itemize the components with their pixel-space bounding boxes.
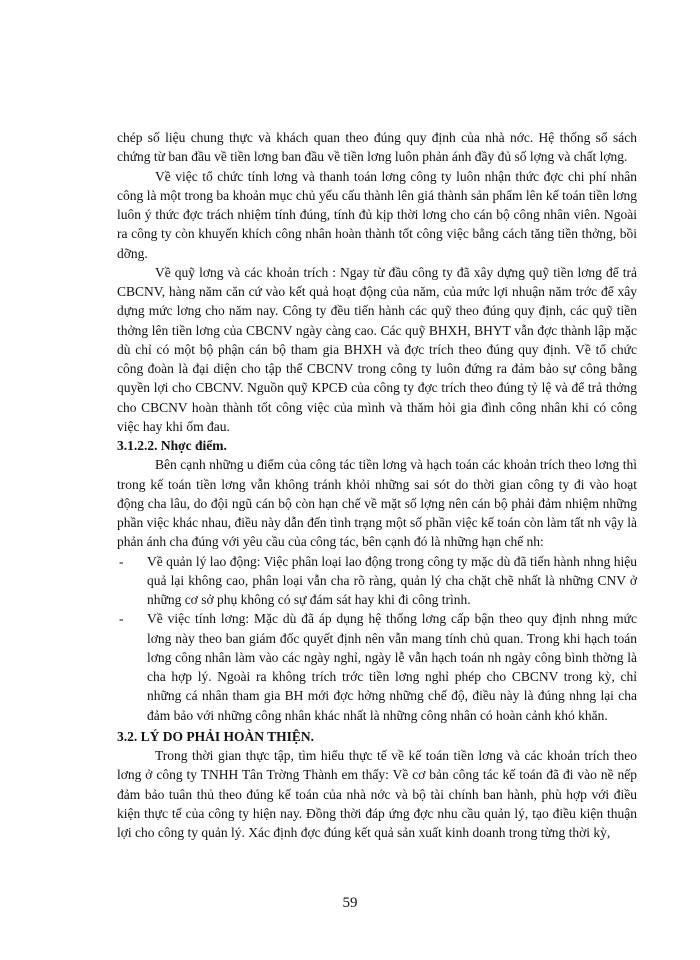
bullet-labor-management (117, 552, 637, 610)
section-heading-reasons: 3.2. LÝ DO PHẢI HOÀN THIỆN. (117, 728, 315, 744)
paragraph-salary-payment: Về việc tổ chức tính lơng và thanh toán lơng công ty luôn nhận thức đợc chi phí nhân công là một trong ba khoản mục chủ yếu cấu thành lên giá thành sản phẩm lên kế toán tiền lơng luôn ý thức đợc trách nhiệm tính đúng, tính đủ kịp thời lơng cho cán bộ công nhân viên. Ngoài ra công ty còn khuyến khích công nhân hoàn thành tốt công việc bằng cách tăng tiền thởng, bồi dỡng. (117, 168, 637, 261)
bullet-salary-calculation (117, 609, 637, 725)
section-heading-weaknesses: 3.1.2.2. Nhợc điểm. (117, 438, 227, 453)
bullet-dash: - (119, 611, 124, 627)
paragraph-continuation: chép số liệu chung thực và khách quan theo đúng quy định của nhà nớc. Hệ thống sổ sách chứng từ ban đầu về tiền lơng ban đầu về tiền lơng luôn phản ánh đầy đủ số lợng và chất lợng. (117, 130, 637, 165)
paragraph-salary-fund: Về quỹ lơng và các khoản trích : Ngay từ đầu công ty đã xây dựng quỹ tiền lơng để trả CBCNV, hàng năm căn cứ vào kết quả hoạt động của năm, của mức lợi nhuận năm trớc để xây dựng mức lơng cho năm nay. Công ty đều tiến hành các quỹ theo đúng quy định, các quỹ tiền thởng lên tiền lơng của CBCNV ngày càng cao. Các quỹ BHXH, BHYT vẫn đợc thành lập mặc dù chỉ có một bộ phận cán bộ tham gia BHXH và đợc trích theo đúng quy định. Về tổ chức công đoàn là đại diện cho tập thể CBCNV trong công ty luôn đứng ra đảm bảo sự công bằng quyền lợi cho CBCNV. Nguồn quỹ KPCĐ của công ty đợc trích theo đúng tỷ lệ và để trả thởng cho CBCNV hoàn thành tốt công việc của mình và thăm hỏi gia đình công nhân khi có công việc hay khi ốm đau. (117, 264, 637, 434)
paragraph-weaknesses: Bên cạnh những u điểm của công tác tiền lơng và hạch toán các khoản trích theo lơng thì trong kế toán tiền lơng vẫn không tránh khỏi những sai sót do thời gian công ty đi vào hoạt động cha lâu, do đội ngũ cán bộ còn hạn chế về mặt số lợng nên cán bộ phải đảm nhiệm những phần việc khác nhau, điều này dẫn đến tình trạng một số phần việc kế toán còn làm tất nh vậy là phản ánh cha đúng với yêu cầu của công tác, bên cạnh đó là những hạn chế nh: (117, 457, 637, 550)
bullet-text: Về việc tính lơng: Mặc dù đã áp dụng hệ thống lơng cấp bận theo quy định nhng mức lơng này theo ban giám đốc quyết định nên vẫn mang tính chủ quan. Trong khi hạch toán lơng công nhân làm vào các ngày nghỉ, ngày lễ vẫn hạch toán nh ngày công bình thờng là cha hợp lý. Ngoài ra không trích trớc tiền lơng nghỉ phép cho CBCNV trong kỳ, chỉ những cá nhân tham gia BH mới đợc hởng những chế độ, điều này là đúng nhng lại cha đảm bảo với những công nhân khác nhất là những công nhân có hoàn cảnh khó khăn. (147, 611, 637, 723)
bullet-dash: - (119, 553, 124, 569)
bullet-text: Về quản lý lao động: Việc phân loại lao động trong công ty mặc dù đã tiến hành nhng hiệu quả lại không cao, phân loại vẫn cha rõ ràng, quản lý cha chặt chẽ nhất là những CNV ở những cơ sở phụ không có sự đám sát hay khi đi công trình. (147, 553, 637, 607)
page-number: 59 (342, 895, 358, 911)
document-body (117, 128, 637, 842)
paragraph-reasons: Trong thời gian thực tập, tìm hiểu thực tế về kế toán tiền lơng và các khoản trích theo lơng ở công ty TNHH Tân Trờng Thành em thấy: Về cơ bản công tác kế toán đã đi vào nề nếp đảm bảo tuân thủ theo đúng kế toán của nhà nớc và bộ tài chính ban hành, phù hợp với điều kiện thực tế của công ty hiện nay. Đồng thời đáp ứng đợc nhu cầu quản lý, tạo điều kiện thuận lợi cho công ty quản lý. Xác định đợc đúng kết quả sản xuất kinh doanh trong từng thời kỳ, (117, 748, 637, 840)
